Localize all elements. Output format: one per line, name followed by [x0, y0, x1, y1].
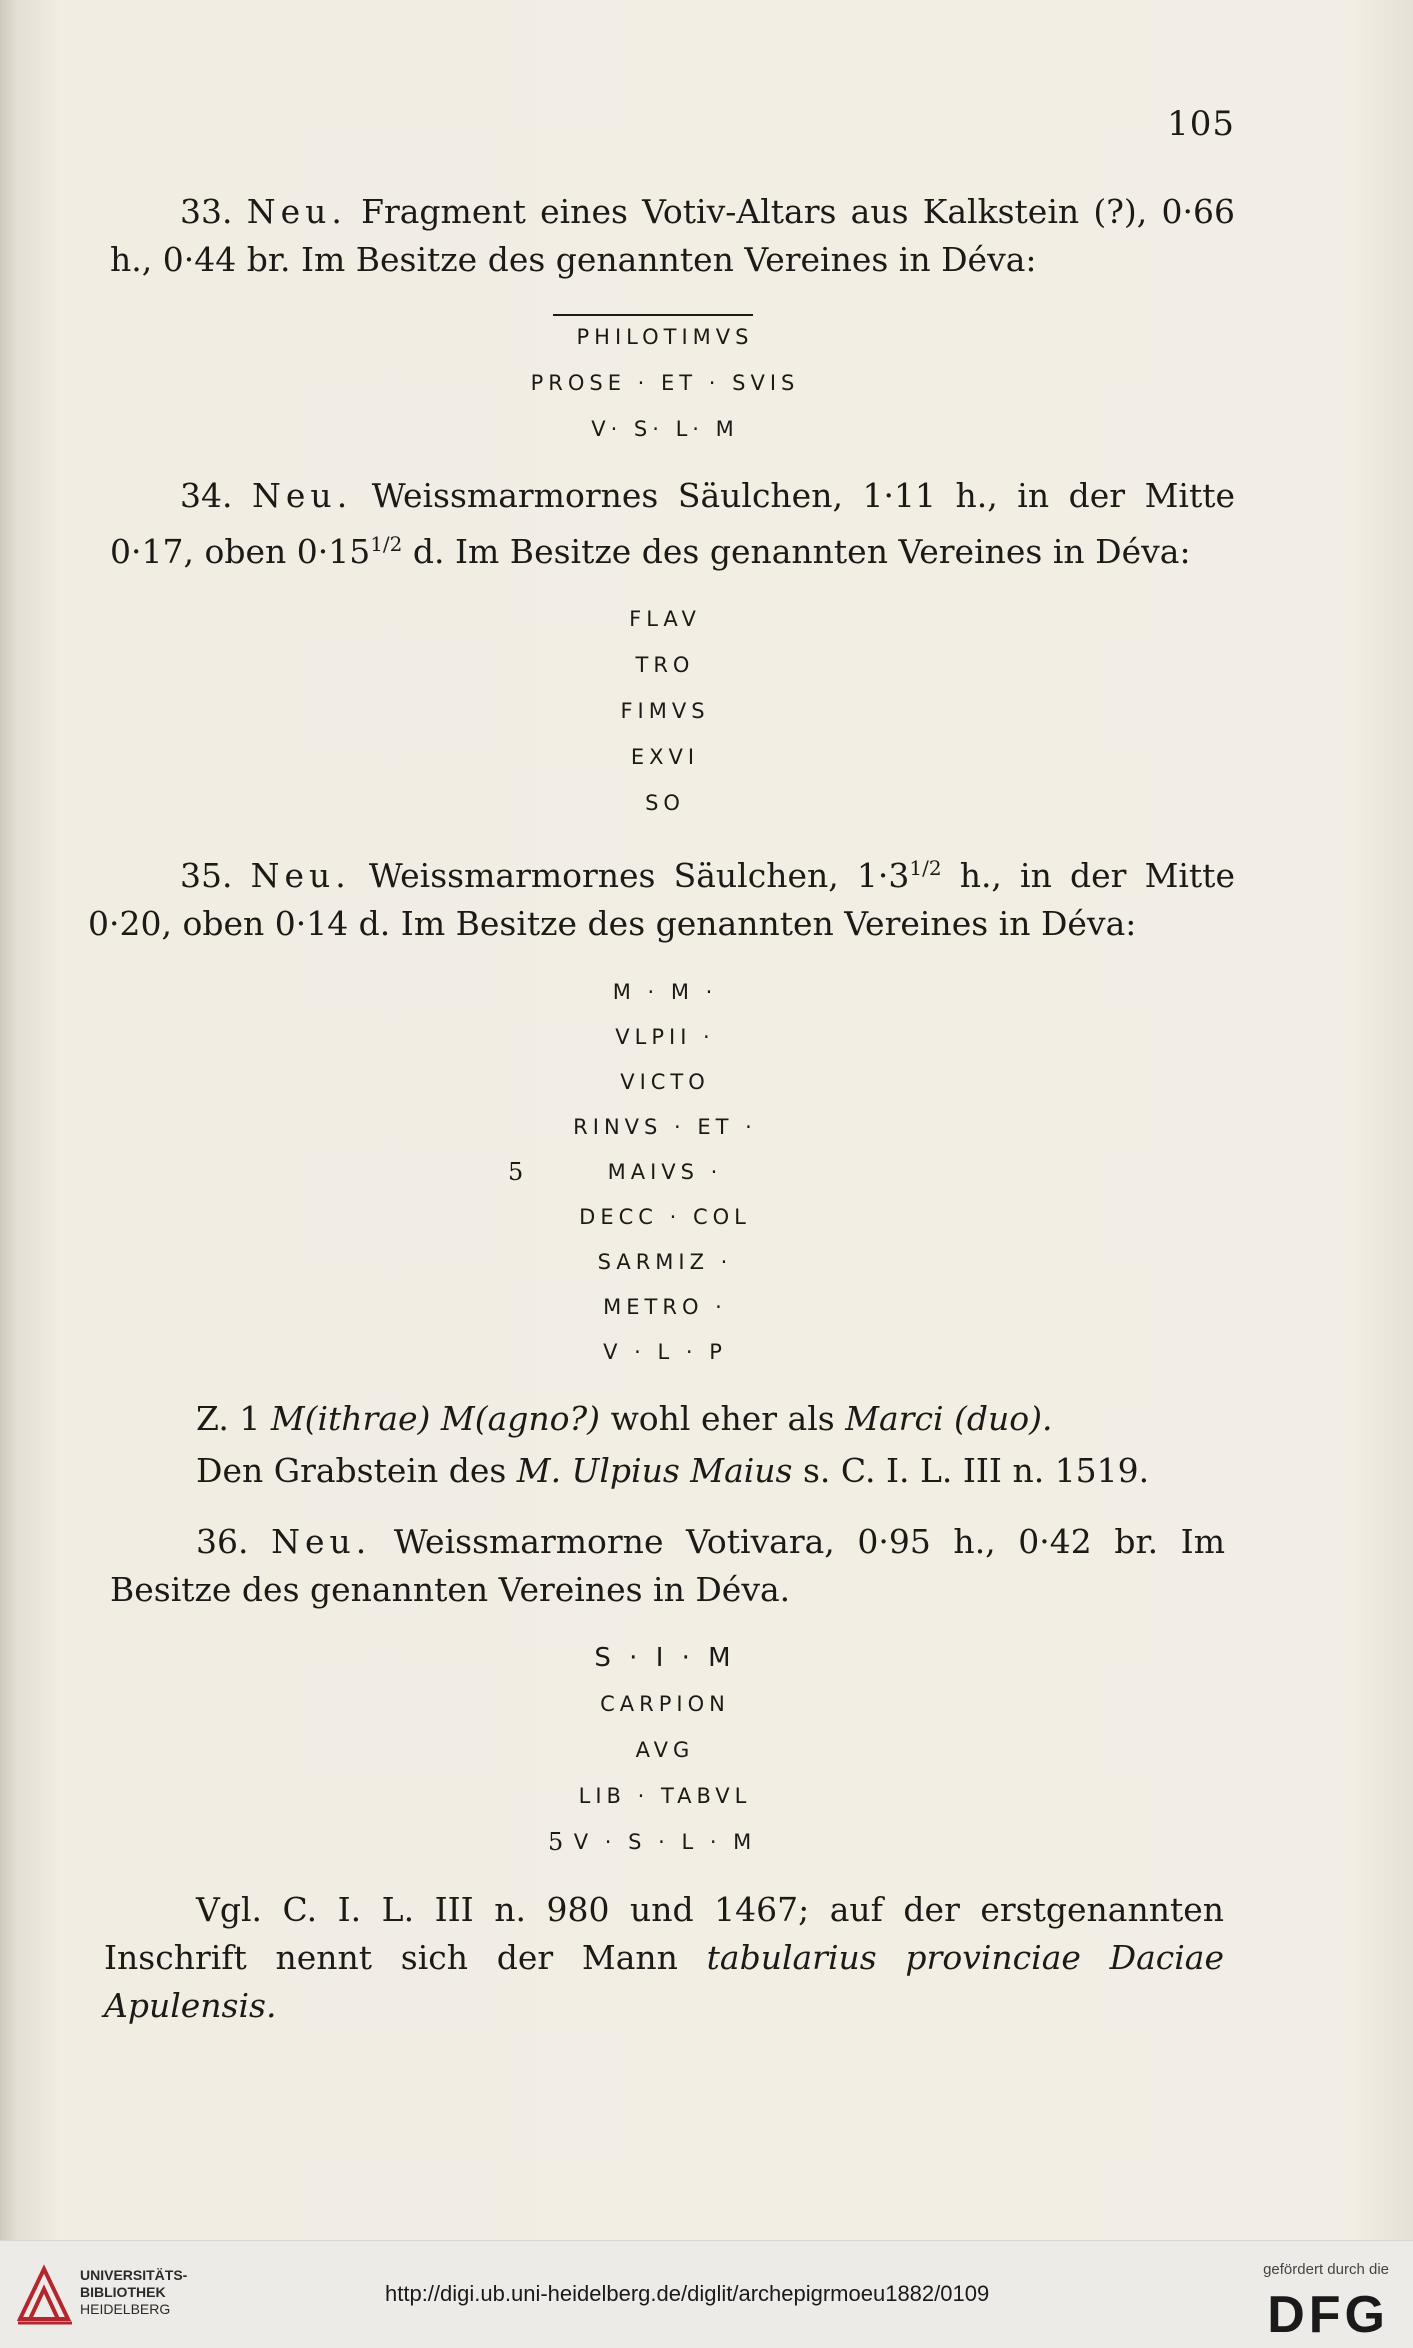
inscription-line: FIMVS	[620, 699, 710, 723]
inscription-line: V· S· L· M	[591, 417, 739, 441]
entry-text: Weissmarmornes Säulchen, 1·11 h., in der Mitte 0·17, oben 0·15	[110, 476, 1235, 571]
entry-text: d. Im Besitze des genannten Vereines in Déva:	[412, 532, 1191, 571]
inscription-line: FLAV	[629, 607, 701, 631]
inscription-line: DECC · COL	[579, 1205, 751, 1229]
entry-text: h., in der Mitte 0·20, oben 0·14 d. Im Besitze des genannten Vereines in Déva:	[88, 856, 1235, 943]
closing-italic: tabularius provinciae Daciae Apulensis.	[104, 1938, 1225, 2025]
inscription-line: VLPII ·	[615, 1025, 715, 1049]
closing-paragraph	[104, 1886, 1224, 2030]
inscription-line: TRO	[635, 653, 695, 677]
source-url[interactable]: http://digi.ub.uni-heidelberg.de/diglit/archepigrmoeu1882/0109	[385, 2281, 990, 2306]
inscription-line: METRO ·	[603, 1295, 727, 1319]
inscription-line: SARMIZ ·	[597, 1250, 733, 1274]
note-line-2	[196, 1447, 1236, 1495]
entry-number: 35.	[180, 856, 233, 895]
inscription-line: EXVI	[630, 745, 700, 769]
line-number: 5	[548, 1828, 564, 1856]
inscription-33	[0, 314, 1330, 452]
neu-label: Neu.	[250, 856, 351, 895]
inscription-line: S · I · M	[594, 1643, 736, 1673]
entry-number: 34.	[180, 476, 233, 515]
inscription-line: PHILOTIMVS	[576, 325, 754, 349]
note-text: Den Grabstein des	[196, 1451, 507, 1490]
inscription-text: V · S · L · M	[573, 1830, 757, 1854]
library-logo-icon	[14, 2261, 76, 2327]
page-number: 105	[1167, 104, 1235, 144]
institution-line: HEIDELBERG	[80, 2301, 171, 2317]
entry-text: Fragment eines Votiv-Altars aus Kalkstein (?), 0·66 h., 0·44 br. Im Besitze des genannten Vereines in Déva:	[110, 192, 1235, 279]
neu-label: Neu.	[252, 476, 353, 515]
fraction: 1/2	[909, 856, 942, 880]
note-text: Z. 1	[196, 1399, 261, 1438]
entry-35	[88, 844, 1235, 948]
fraction: 1/2	[370, 532, 403, 556]
inscription-35	[0, 970, 1330, 1375]
inscription-text: MAIVS ·	[607, 1160, 723, 1184]
closing-text: Vgl. C. I. L. III n. 980 und 1467; auf der erstgenannten Inschrift nennt sich der Mann	[104, 1890, 1224, 1977]
entry-number: 33.	[180, 192, 233, 231]
inscription-line: RINVS · ET ·	[573, 1115, 757, 1139]
note-line-1	[196, 1395, 1236, 1443]
inscription-line: SO	[645, 791, 685, 815]
inscription-line	[0, 1150, 1330, 1195]
inscription-34	[0, 596, 1330, 826]
dfg-logo: DFG	[1267, 2286, 1389, 2344]
inscription-line: M · M ·	[612, 980, 718, 1004]
neu-label: Neu.	[271, 1522, 372, 1561]
entry-34	[110, 472, 1235, 576]
inscription-line: CARPION	[600, 1692, 730, 1716]
inscription-line	[0, 1819, 1330, 1865]
entry-number: 36.	[196, 1522, 249, 1561]
neu-label: Neu.	[246, 192, 347, 231]
inscription-line: LIB · TABVL	[578, 1784, 752, 1808]
inscription-36	[0, 1635, 1330, 1865]
entry-text: Weissmarmorne Votivara, 0·95 h., 0·42 br. Im Besitze des genannten Vereines in Déva.	[110, 1522, 1225, 1609]
inscription-line: V · L · P	[603, 1340, 727, 1364]
footer-bar	[0, 2240, 1413, 2348]
note-text: M. Ulpius Maius	[516, 1451, 793, 1490]
inscription-line: PROSE · ET · SVIS	[530, 371, 800, 395]
institution-line: BIBLIOTHEK	[80, 2284, 166, 2300]
funding-caption: gefördert durch die	[1263, 2261, 1389, 2278]
institution-name	[80, 2267, 187, 2318]
line-number: 5	[508, 1158, 524, 1186]
note-text: s. C. I. L. III n. 1519.	[802, 1451, 1150, 1490]
entry-text: Weissmarmornes Säulchen, 1·3	[368, 856, 910, 895]
entry-36	[110, 1518, 1225, 1614]
note-text: Marci (duo).	[845, 1399, 1053, 1438]
note-text: wohl eher als	[610, 1399, 835, 1438]
institution-line: UNIVERSITÄTS-	[80, 2267, 188, 2283]
inscription-line: VICTO	[620, 1070, 710, 1094]
entry-33	[110, 188, 1235, 284]
inscription-overline	[553, 314, 753, 316]
note-text: M(ithrae) M(agno?)	[270, 1399, 601, 1438]
inscription-line: AVG	[635, 1738, 695, 1762]
